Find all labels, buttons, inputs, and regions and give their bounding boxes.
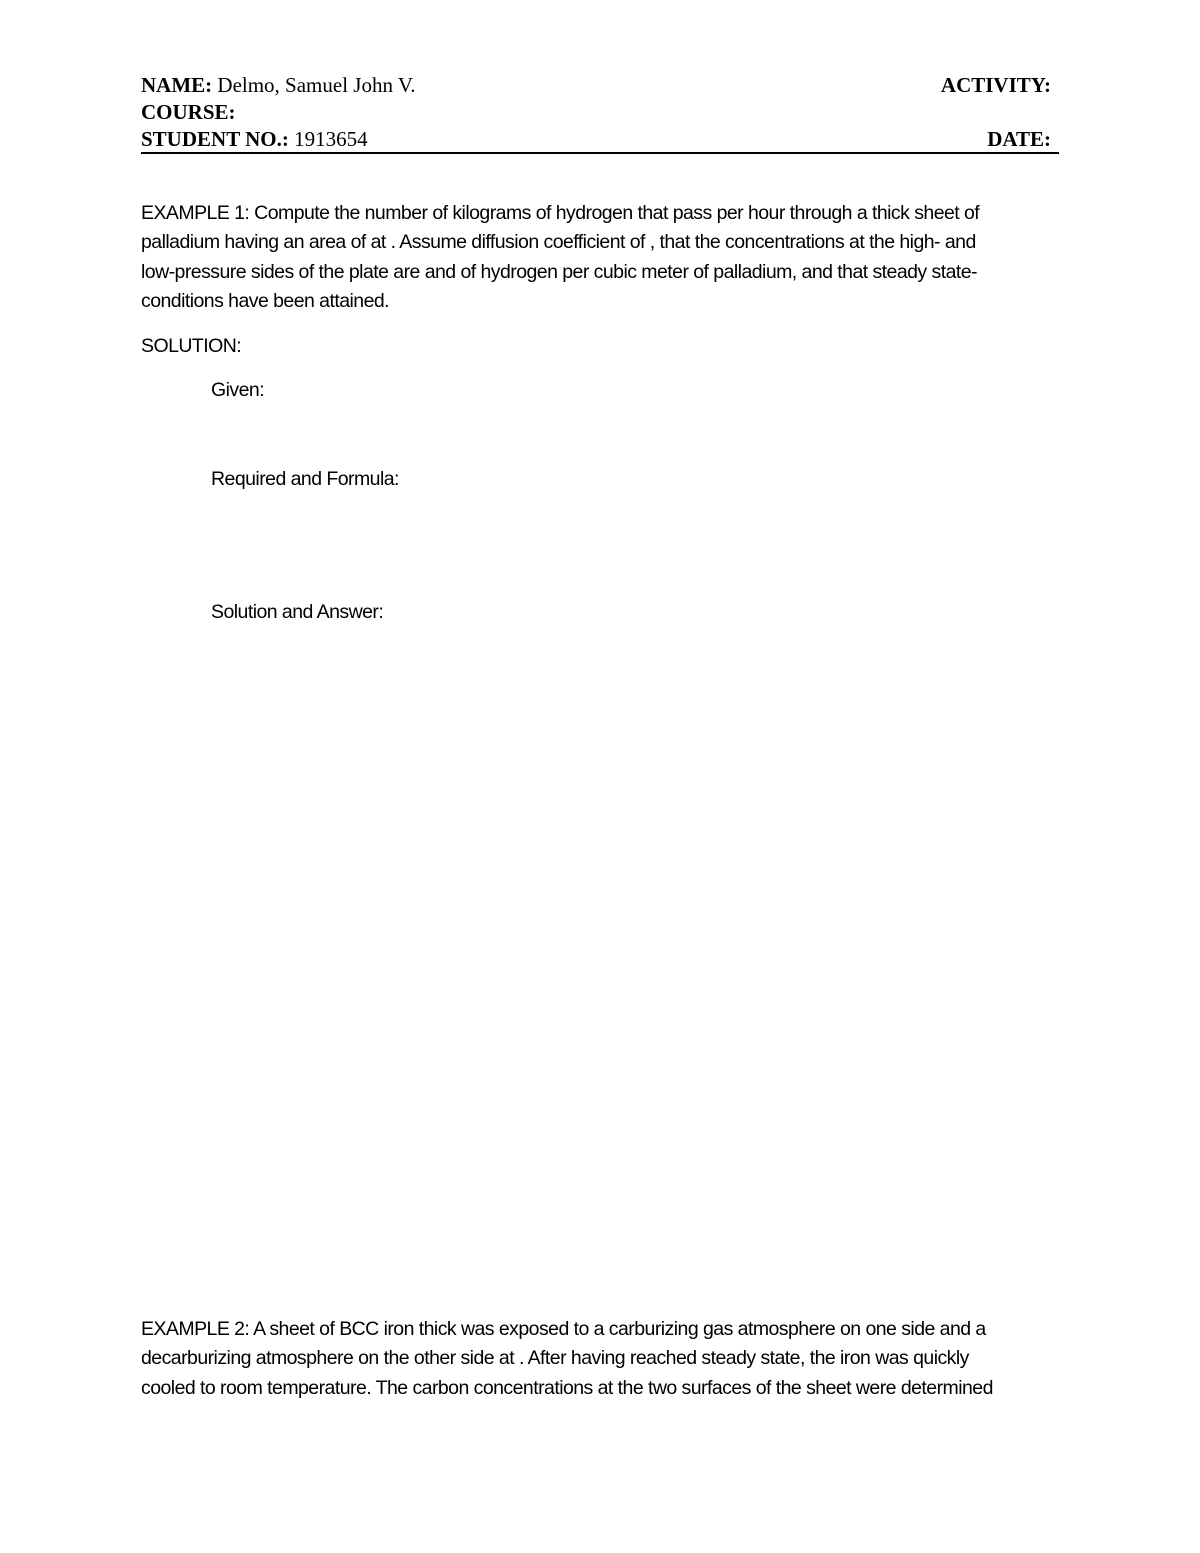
activity-label: ACTIVITY:	[940, 73, 1051, 97]
example-2-line: decarburizing atmosphere on the other side at . After having reached steady state, the iron was quickly	[141, 1347, 969, 1370]
example-1-line: palladium having an area of at . Assume diffusion coefficient of , that the concentrations at the high- and	[141, 231, 976, 254]
name-value: Delmo, Samuel John V.	[217, 73, 416, 97]
solution-answer-label: Solution and Answer:	[211, 601, 384, 623]
course-label: COURSE:	[141, 100, 236, 124]
required-formula-label: Required and Formula:	[211, 468, 399, 490]
example-2-line: cooled to room temperature. The carbon concentrations at the two surfaces of the sheet were determined	[141, 1376, 993, 1399]
solution-heading: SOLUTION:	[141, 335, 242, 357]
example-2-line: EXAMPLE 2: A sheet of BCC iron thick was exposed to a carburizing gas atmosphere on one side and a	[141, 1318, 986, 1340]
example-1-paragraph	[141, 199, 1046, 316]
name-label: NAME:	[141, 73, 213, 97]
student-no-value: 1913654	[294, 127, 368, 151]
header-row-course	[141, 99, 1059, 126]
header-divider	[141, 152, 1059, 154]
header-row-student-no	[141, 126, 1059, 153]
given-label: Given:	[211, 379, 265, 401]
example-1-line: low-pressure sides of the plate are and of hydrogen per cubic meter of palladium, and that steady state-	[141, 260, 977, 283]
header-row-name	[141, 72, 1059, 99]
student-header	[141, 72, 1059, 153]
example-2-paragraph	[141, 1315, 1046, 1403]
student-no-label: STUDENT NO.:	[141, 127, 289, 151]
example-1-line: EXAMPLE 1: Compute the number of kilograms of hydrogen that pass per hour through a thick sheet of	[141, 202, 980, 224]
example-1-line: conditions have been attained.	[141, 289, 390, 312]
date-label: DATE:	[987, 127, 1051, 151]
